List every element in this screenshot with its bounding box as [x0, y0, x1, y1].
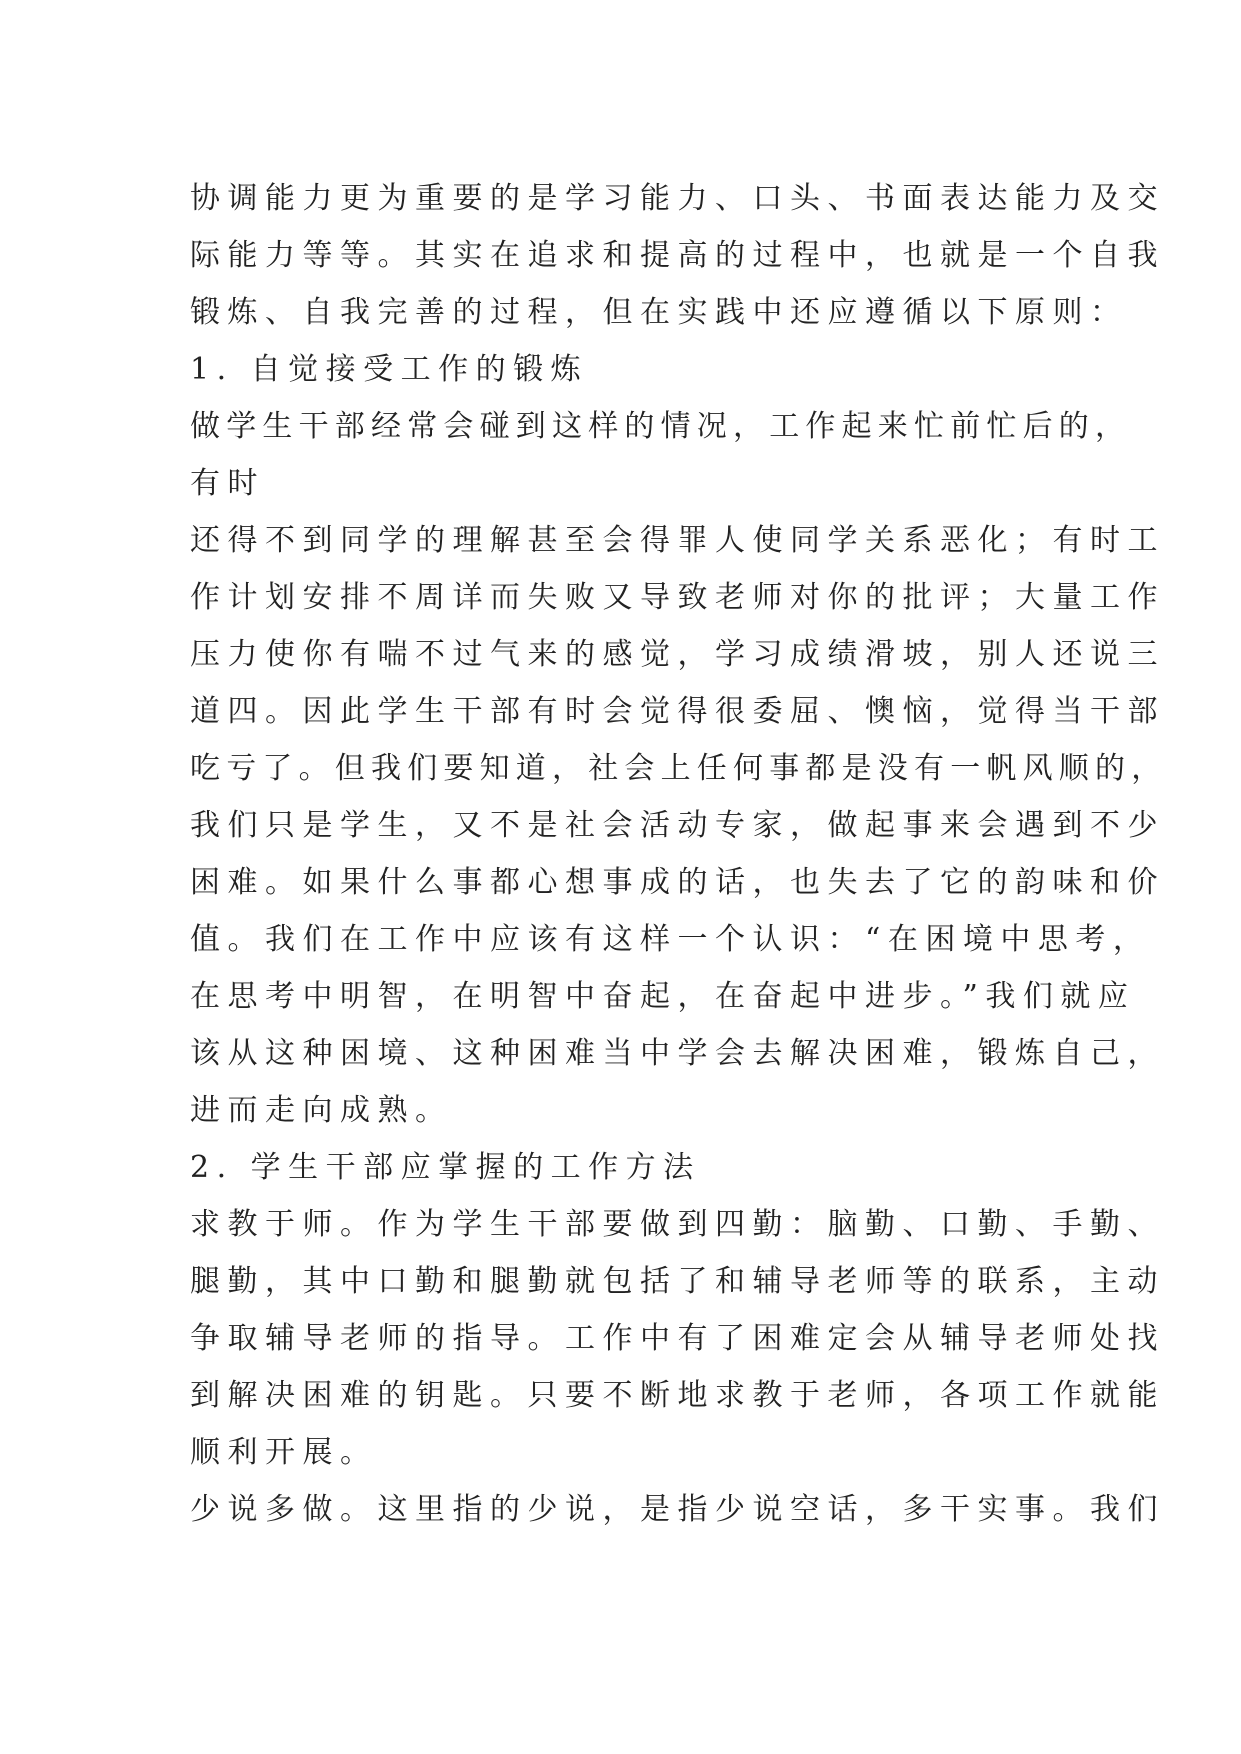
text-line-13: 困难。如果什么事都心想事成的话，也失去了它的韵味和价 [190, 865, 1165, 900]
text-line-6: 有时 [190, 466, 265, 501]
text-line-9: 压力使你有喘不过气来的感觉，学习成绩滑坡，别人还说三 [190, 637, 1165, 672]
section-heading-2: 2. 学生干部应掌握的工作方法 [190, 1150, 701, 1185]
text-line-8: 作计划安排不周详而失败又导致老师对你的批评；大量工作 [190, 580, 1165, 615]
text-line-16: 该从这种困境、这种困难当中学会去解决困难，锻炼自己， [190, 1036, 1165, 1071]
text-line-19: 求教于师。作为学生干部要做到四勤：脑勤、口勤、手勤、 [190, 1207, 1165, 1242]
text-line-3: 锻炼、自我完善的过程，但在实践中还应遵循以下原则： [190, 295, 1128, 330]
text-line-12: 我们只是学生，又不是社会活动专家，做起事来会遇到不少 [190, 808, 1165, 843]
text-line-22: 到解决困难的钥匙。只要不断地求教于老师，各项工作就能 [190, 1378, 1165, 1413]
text-line-24: 少说多做。这里指的少说，是指少说空话，多干实事。我们 [190, 1492, 1165, 1527]
text-line-10: 道四。因此学生干部有时会觉得很委屈、懊恼，觉得当干部 [190, 694, 1165, 729]
text-line-15: 在思考中明智，在明智中奋起，在奋起中进步。”我们就应 [190, 979, 1136, 1014]
text-line-21: 争取辅导老师的指导。工作中有了困难定会从辅导老师处找 [190, 1321, 1165, 1356]
text-line-5: 做学生干部经常会碰到这样的情况，工作起来忙前忙后的， [190, 409, 1132, 444]
text-line-20: 腿勤，其中口勤和腿勤就包括了和辅导老师等的联系，主动 [190, 1264, 1165, 1299]
text-line-1: 协调能力更为重要的是学习能力、口头、书面表达能力及交 [190, 181, 1165, 216]
text-line-2: 际能力等等。其实在追求和提高的过程中，也就是一个自我 [190, 238, 1165, 273]
body-text [190, 170, 1168, 1538]
text-line-23: 顺利开展。 [190, 1435, 378, 1470]
text-line-7: 还得不到同学的理解甚至会得罪人使同学关系恶化；有时工 [190, 523, 1165, 558]
section-heading-1: 1. 自觉接受工作的锻炼 [190, 352, 589, 387]
text-line-17: 进而走向成熟。 [190, 1093, 453, 1128]
text-line-11: 吃亏了。但我们要知道，社会上任何事都是没有一帆风顺的， [190, 751, 1168, 786]
text-line-14: 值。我们在工作中应该有这样一个认识：“在困境中思考， [190, 922, 1151, 957]
